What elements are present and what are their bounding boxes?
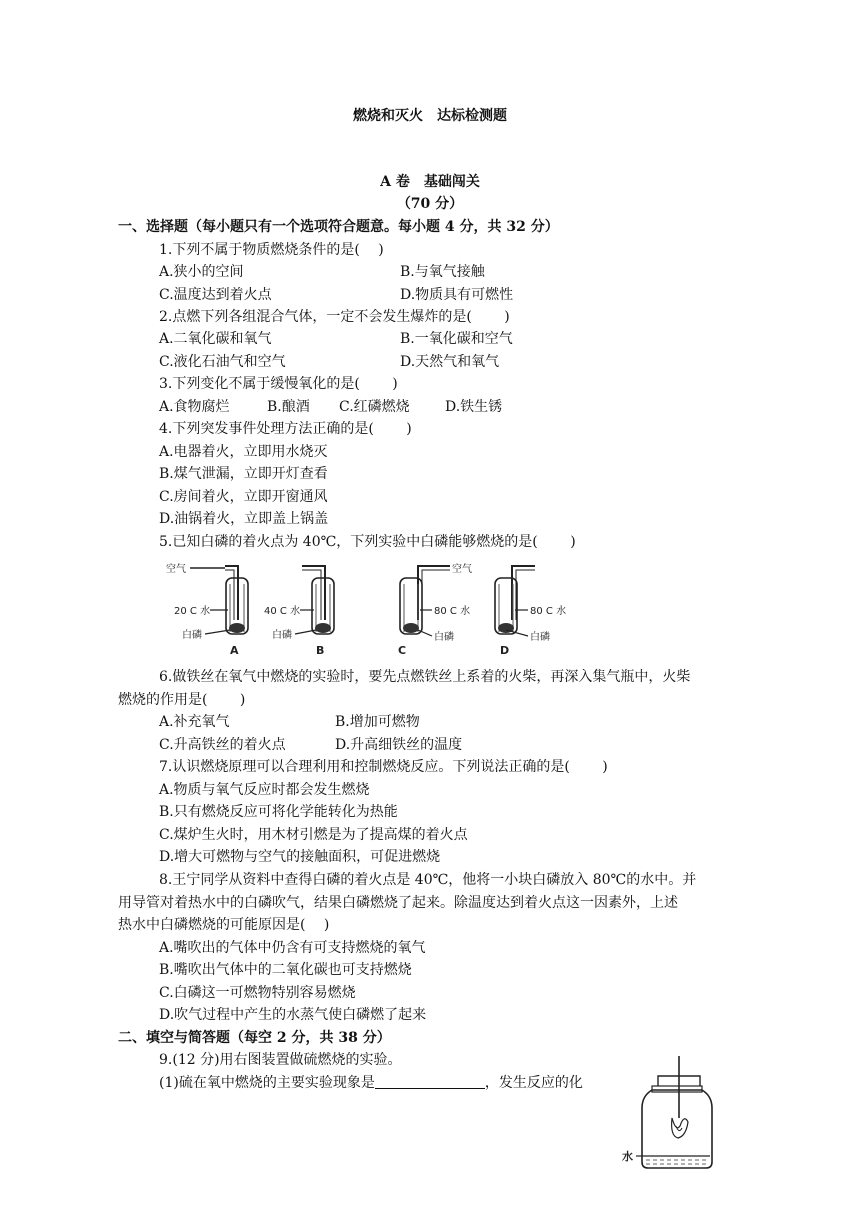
q1-option-a: A.狭小的空间 — [159, 264, 244, 280]
q9-stem: 9.(12 分)用右图装置做硫燃烧的实验。 — [159, 1052, 402, 1068]
q2-option-b: B.一氧化碳和空气 — [400, 331, 513, 347]
q2-option-c: C.液化石油气和空气 — [159, 354, 286, 370]
q9-sub1 — [159, 1073, 583, 1093]
tube-b-letter: B — [316, 644, 325, 657]
tube-a-phosphorus-label: 白磷 — [182, 630, 202, 641]
tube-c-water-label: 80 C 水 — [434, 606, 471, 617]
q4-option-d: D.油锅着火，立即盖上锅盖 — [159, 511, 329, 527]
tube-a-air-label: 空气 — [166, 564, 186, 575]
tube-d-diagram — [495, 566, 566, 657]
q6-option-d: D.升高细铁丝的温度 — [335, 737, 463, 753]
q5-experiment-figure — [160, 560, 580, 660]
q8-stem-line1: 8.王宁同学从资料中查得白磷的着火点是 40℃，他将一小块白磷放入 80℃的水中。并 — [159, 872, 697, 888]
q9-jar-figure — [622, 1056, 732, 1176]
q7-stem: 7.认识燃烧原理可以合理利用和控制燃烧反应。下列说法正确的是( ) — [159, 759, 608, 775]
tube-c-diagram — [398, 562, 472, 657]
tube-d-water-label: 80 C 水 — [530, 606, 567, 617]
q9-answer-blank — [375, 1074, 485, 1089]
tube-c-air-label: 空气 — [452, 564, 472, 575]
section-a-title: A 卷 基础闯关 — [380, 174, 480, 190]
q6-option-a: A.补充氧气 — [159, 714, 230, 730]
tube-b-water-label: 40 C 水 — [264, 606, 301, 617]
q9-sub1-suffix: ，发生反应的化 — [484, 1075, 583, 1091]
q8-option-d: D.吹气过程中产生的水蒸气使白磷燃了起来 — [159, 1007, 427, 1023]
q9-sub1-prefix: (1)硫在氧中燃烧的主要实验现象是 — [159, 1075, 375, 1091]
q3-option-c: C.红磷燃烧 — [339, 399, 410, 415]
q6-option-b: B.增加可燃物 — [335, 714, 420, 730]
q8-stem-line2: 用导管对着热水中的白磷吹气，结果白磷燃烧了起来。除温度达到着火点这一因素外，上述 — [118, 895, 678, 911]
part2-heading: 二、填空与简答题（每空 2 分，共 38 分） — [118, 1030, 391, 1046]
q4-option-b: B.煤气泄漏，立即开灯查看 — [159, 466, 328, 482]
q4-option-a: A.电器着火，立即用水烧灭 — [159, 444, 328, 460]
tube-a-letter: A — [230, 644, 239, 657]
q5-stem: 5.已知白磷的着火点为 40℃，下列实验中白磷能够燃烧的是( ) — [159, 534, 576, 550]
tube-a-water-label: 20 C 水 — [174, 606, 211, 617]
tube-c-phosphorus-label: 白磷 — [434, 632, 454, 643]
tube-d-letter: D — [500, 644, 510, 657]
q1-stem: 1.下列不属于物质燃烧条件的是( ) — [159, 242, 384, 258]
q2-stem: 2.点燃下列各组混合气体，一定不会发生爆炸的是( ) — [159, 309, 510, 325]
q3-option-d: D.铁生锈 — [445, 399, 503, 415]
tube-a-diagram — [166, 562, 248, 657]
q7-option-c: C.煤炉生火时，用木材引燃是为了提高煤的着火点 — [159, 827, 468, 843]
tube-c-letter: C — [398, 644, 407, 657]
q2-option-d: D.天然气和氧气 — [400, 354, 500, 370]
q8-stem-line3: 热水中白磷燃烧的可能原因是( ) — [118, 917, 330, 933]
q4-option-c: C.房间着火，立即开窗通风 — [159, 489, 328, 505]
q1-option-c: C.温度达到着火点 — [159, 287, 272, 303]
q8-option-a: A.嘴吹出的气体中仍含有可支持燃烧的氧气 — [159, 940, 426, 956]
q3-option-a: A.食物腐烂 — [159, 399, 230, 415]
tube-b-diagram — [264, 566, 334, 657]
q6-option-c: C.升高铁丝的着火点 — [159, 737, 286, 753]
q9-water-label: 水 — [622, 1150, 633, 1163]
q2-option-a: A.二氧化碳和氧气 — [159, 331, 272, 347]
part1-heading: 一、选择题（每小题只有一个选项符合题意。每小题 4 分，共 32 分） — [118, 219, 559, 235]
q7-option-b: B.只有燃烧反应可将化学能转化为热能 — [159, 804, 398, 820]
q6-stem-line2: 燃烧的作用是( ) — [118, 692, 246, 708]
section-a-score: （70 分） — [396, 196, 464, 212]
tube-b-phosphorus-label: 白磷 — [272, 630, 292, 641]
q1-option-b: B.与氧气接触 — [400, 264, 485, 280]
tube-d-phosphorus-label: 白磷 — [530, 632, 550, 643]
q7-option-d: D.增大可燃物与空气的接触面积，可促进燃烧 — [159, 849, 441, 865]
q3-option-b: B.酿酒 — [267, 399, 310, 415]
q8-option-c: C.白磷这一可燃物特别容易燃烧 — [159, 985, 356, 1001]
q8-option-b: B.嘴吹出气体中的二氧化碳也可支持燃烧 — [159, 962, 412, 978]
q1-option-d: D.物质具有可燃性 — [400, 287, 514, 303]
q4-stem: 4.下列突发事件处理方法正确的是( ) — [159, 421, 412, 437]
q7-option-a: A.物质与氧气反应时都会发生燃烧 — [159, 782, 370, 798]
document-title: 燃烧和灭火 达标检测题 — [353, 108, 507, 124]
q3-stem: 3.下列变化不属于缓慢氧化的是( ) — [159, 376, 398, 392]
q6-stem-line1: 6.做铁丝在氧气中燃烧的实验时，要先点燃铁丝上系着的火柴，再深入集气瓶中，火柴 — [159, 669, 691, 685]
